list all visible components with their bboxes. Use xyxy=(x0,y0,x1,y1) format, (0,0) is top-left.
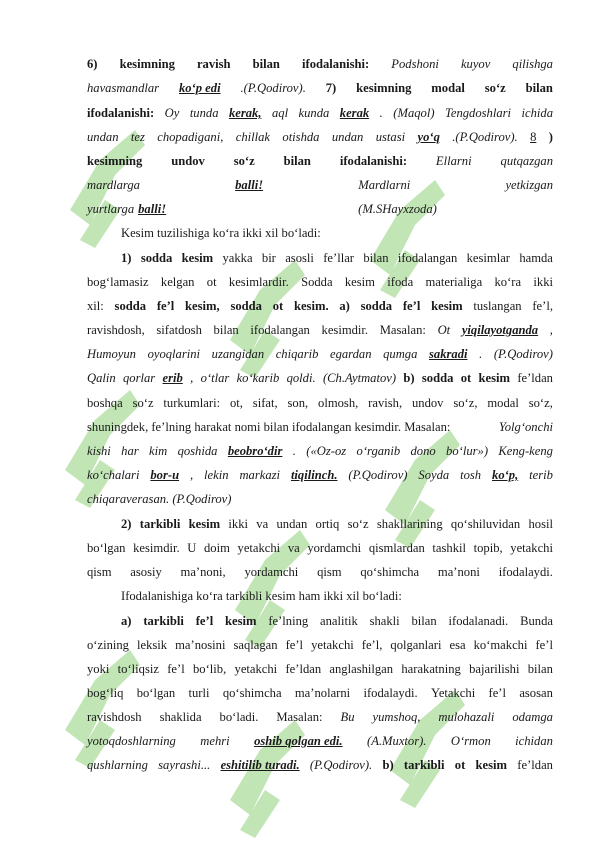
text-segment: tarkibli xyxy=(143,614,184,628)
text-segment: kesimlardir. xyxy=(228,275,289,289)
text-line xyxy=(87,129,553,145)
text-segment: hosil xyxy=(528,517,553,531)
text-segment: qilishga xyxy=(512,57,553,71)
text-segment: mardlarga xyxy=(87,178,140,192)
text-segment: . xyxy=(379,106,383,120)
text-segment: so‘z xyxy=(484,81,506,95)
text-segment: qumga xyxy=(383,347,418,361)
text-segment: o‘zining xyxy=(87,638,129,652)
text-segment: kunda xyxy=(298,106,330,120)
text-segment: yiqilayotganda xyxy=(461,323,539,337)
text-segment: undov xyxy=(411,396,444,410)
text-segment: (P.Qodirov) xyxy=(348,468,408,482)
text-line xyxy=(87,370,553,386)
text-segment: undan xyxy=(87,130,119,144)
text-segment: ifodalanadi. xyxy=(448,614,509,628)
text-line xyxy=(87,540,553,556)
text-segment: ko‘karib xyxy=(236,371,280,385)
text-line xyxy=(87,419,553,435)
text-segment: to‘liqsiz xyxy=(117,662,159,676)
text-segment: ifodalaydi. xyxy=(498,565,553,579)
text-segment: har xyxy=(121,444,139,458)
text-segment: bo‘lgan xyxy=(87,541,126,555)
text-segment: , xyxy=(549,323,553,337)
text-segment: qoldi. xyxy=(286,371,316,385)
text-line xyxy=(87,661,553,677)
text-segment: fe’l, xyxy=(532,299,553,313)
text-segment: shakli xyxy=(369,614,400,628)
text-segment: fe’ldan xyxy=(517,758,553,772)
text-segment: . xyxy=(292,444,296,458)
text-segment: sodda xyxy=(360,299,393,313)
text-segment: ko‘makchi xyxy=(473,638,528,652)
text-segment: yotoqdoshlarning xyxy=(87,734,176,748)
text-segment: balli! xyxy=(138,202,167,216)
text-segment: ifodalaydi. xyxy=(363,686,418,700)
text-segment: 6) xyxy=(87,57,98,71)
text-segment: ot, xyxy=(229,396,243,410)
text-segment: ko‘p edi xyxy=(178,81,221,95)
text-segment: Mardlarni xyxy=(358,178,411,192)
text-line xyxy=(87,564,553,580)
text-segment: kesim xyxy=(225,614,257,628)
text-segment: kuyov xyxy=(460,57,491,71)
text-segment: asosli xyxy=(285,251,314,265)
text-segment: sodda xyxy=(140,251,173,265)
text-segment: havasmandlar xyxy=(87,81,160,95)
text-segment: kesim, xyxy=(185,299,220,313)
text-segment: markazi xyxy=(239,468,281,482)
text-segment: U xyxy=(187,541,197,555)
text-segment: fe’ldan xyxy=(517,371,553,385)
text-segment: ravish, xyxy=(368,396,403,410)
text-segment: esa xyxy=(449,638,466,652)
text-segment: fe’l xyxy=(195,614,214,628)
text-segment: so‘z, xyxy=(453,396,478,410)
text-segment: ma’nosini xyxy=(175,638,226,652)
text-segment: xil: xyxy=(87,299,104,313)
text-segment: undan xyxy=(331,130,364,144)
text-segment: tashkil xyxy=(432,541,466,555)
text-segment: undov xyxy=(171,154,205,168)
text-segment: bilan xyxy=(411,614,437,628)
text-segment: kesim xyxy=(431,299,463,313)
text-line xyxy=(87,201,553,217)
text-line xyxy=(87,80,553,96)
text-segment: ma’noni, xyxy=(180,565,226,579)
text-segment: bilan xyxy=(252,57,280,71)
text-segment: ravish xyxy=(196,57,231,71)
text-segment: turkumlari: xyxy=(163,396,221,410)
text-segment: fe’l xyxy=(167,662,185,676)
text-segment: qism xyxy=(317,565,342,579)
text-segment: ifodalanishi: xyxy=(87,106,155,120)
text-segment: kesim. xyxy=(293,299,329,313)
text-segment: 2) xyxy=(121,517,132,531)
text-segment: fe’l xyxy=(488,686,506,700)
text-segment: b) xyxy=(403,371,415,385)
text-segment: kim xyxy=(149,444,168,458)
text-segment: so‘z xyxy=(233,154,255,168)
text-segment: bo‘lib, xyxy=(193,662,227,676)
text-segment: yetakchi xyxy=(311,638,354,652)
text-segment: bo‘lur») xyxy=(446,444,489,458)
text-segment: bog‘lamasiz xyxy=(87,275,149,289)
text-segment: ifodalangan xyxy=(250,323,310,337)
text-segment: aql xyxy=(271,106,289,120)
text-segment: ot xyxy=(272,299,284,313)
text-segment: .(P.Qodirov). xyxy=(240,81,306,95)
text-line xyxy=(87,346,553,362)
text-segment: Kesim tuzilishiga ko‘ra ikki xil bo‘ladi: xyxy=(121,226,321,240)
text-segment: fe’ldan xyxy=(285,662,322,676)
text-segment: va xyxy=(256,517,269,531)
text-segment: bo‘ladi. xyxy=(219,710,259,724)
text-segment: balli! xyxy=(235,178,264,192)
text-segment: bilan xyxy=(213,323,239,337)
text-segment: Qalin xyxy=(87,371,116,385)
text-segment: kerak, xyxy=(228,106,262,120)
text-segment: dono xyxy=(410,444,436,458)
text-segment: qutqazgan xyxy=(500,154,553,168)
text-segment: qo‘shimcha xyxy=(222,686,282,700)
text-segment: Humoyun xyxy=(87,347,136,361)
text-segment: a) xyxy=(121,614,132,628)
text-line xyxy=(87,757,553,773)
text-segment: ma’nolarni xyxy=(294,686,351,700)
text-segment: kesimlar xyxy=(466,251,510,265)
text-segment: ma’noni xyxy=(437,565,480,579)
text-segment: fe’lning xyxy=(268,614,309,628)
text-segment: modal xyxy=(487,396,519,410)
text-segment: topib, xyxy=(473,541,503,555)
text-segment: ortiq xyxy=(315,517,340,531)
text-segment: a) xyxy=(339,299,350,313)
text-segment: bir xyxy=(261,251,276,265)
text-segment: bilan xyxy=(527,662,553,676)
text-segment: qo‘shiluvidan xyxy=(450,517,521,531)
text-segment: ot xyxy=(206,275,217,289)
text-segment: Yetakchi xyxy=(431,686,476,700)
text-segment: kesim xyxy=(188,517,221,531)
text-segment: otishda xyxy=(282,130,320,144)
text-segment: kesimdir. xyxy=(133,541,180,555)
text-segment: (A.Muxtor). xyxy=(367,734,427,748)
text-segment: ifodalangan xyxy=(397,251,458,265)
text-segment: uzangidan xyxy=(211,347,265,361)
text-segment: qo‘shimcha xyxy=(360,565,420,579)
text-segment: qism xyxy=(87,565,112,579)
text-segment: kesimdir. xyxy=(321,323,369,337)
text-segment: analitik xyxy=(320,614,358,628)
text-segment: turli xyxy=(188,686,210,700)
text-segment: tarkibli xyxy=(139,517,181,531)
text-segment: so‘z xyxy=(347,517,369,531)
text-segment: sayrashi... xyxy=(158,758,211,772)
text-segment: bog‘liq xyxy=(87,686,124,700)
text-segment: asosan xyxy=(519,686,553,700)
text-segment: Oy xyxy=(164,106,180,120)
text-segment: ot xyxy=(460,371,472,385)
text-line xyxy=(87,177,553,193)
text-segment: fe’l xyxy=(285,638,304,652)
text-segment: yetkizgan xyxy=(505,178,553,192)
text-line xyxy=(87,105,553,121)
text-segment: sakradi xyxy=(429,347,468,361)
text-segment: sifatdosh xyxy=(156,323,202,337)
text-segment: Ellarni xyxy=(435,154,472,168)
text-segment: beobro‘dir xyxy=(227,444,283,458)
text-segment: mulohazali xyxy=(438,710,495,724)
text-segment: boshqa xyxy=(87,396,123,410)
text-segment: Masalan: xyxy=(379,323,426,337)
text-segment: shaklida xyxy=(159,710,202,724)
text-segment: .(P.Qodirov). xyxy=(452,130,518,144)
text-segment: Podshoni xyxy=(391,57,439,71)
text-segment: qolganlari xyxy=(390,638,442,652)
text-segment: Bunda xyxy=(520,614,553,628)
text-segment: kesim xyxy=(181,251,214,265)
text-segment: tarkibli xyxy=(403,758,445,772)
text-segment: hamda xyxy=(519,251,553,265)
text-segment: ifodalanishi: xyxy=(339,154,408,168)
text-line xyxy=(121,613,553,629)
text-segment: (P.Qodirov) xyxy=(493,347,553,361)
text-segment: ichida xyxy=(521,106,553,120)
text-segment: yurtlarga xyxy=(87,202,135,216)
text-segment: ot xyxy=(454,758,466,772)
text-segment: qushlarning xyxy=(87,758,148,772)
text-segment: son, xyxy=(287,396,309,410)
text-segment: yetakchi xyxy=(510,541,553,555)
text-segment: kerak xyxy=(339,106,370,120)
text-segment: kesim xyxy=(478,371,510,385)
text-segment: ifoda xyxy=(387,275,414,289)
text-segment: Masalan: xyxy=(276,710,323,724)
text-segment: ustasi xyxy=(375,130,406,144)
text-segment: Tengdoshlari xyxy=(445,106,512,120)
text-segment: yordamchi xyxy=(244,565,299,579)
text-line xyxy=(87,685,553,701)
text-segment: ichidan xyxy=(515,734,553,748)
text-segment: shuningdek, fe’lning harakat nomi bilan ifodalangan kesimdir. Masalan: xyxy=(87,420,451,434)
text-segment: va xyxy=(287,541,300,555)
text-line xyxy=(87,274,553,290)
text-segment: 1) xyxy=(121,251,132,265)
text-segment: (P.Qodirov). xyxy=(309,758,373,772)
text-line xyxy=(121,516,553,532)
text-segment: kesim xyxy=(344,275,375,289)
text-segment: ifodalanishi: xyxy=(302,57,370,71)
text-segment: fe’l xyxy=(402,299,421,313)
text-line xyxy=(87,153,553,169)
text-segment: modal xyxy=(431,81,465,95)
text-segment: tuslangan xyxy=(473,299,522,313)
text-segment: ko‘chalari xyxy=(87,468,140,482)
text-segment: erib xyxy=(162,371,183,385)
text-segment: Keng-keng xyxy=(498,444,553,458)
text-segment: Soyda xyxy=(418,468,450,482)
text-segment: bilan xyxy=(283,154,311,168)
text-segment: lekin xyxy=(204,468,229,482)
text-segment: sodda xyxy=(230,299,262,313)
text-segment: egardan xyxy=(330,347,372,361)
text-segment: Bu xyxy=(340,710,355,724)
text-segment: ravishdosh xyxy=(87,710,142,724)
text-segment: yetakchi xyxy=(234,662,278,676)
text-segment: qorlar xyxy=(123,371,156,385)
text-segment: fe’l xyxy=(535,638,553,652)
text-segment: chiqarib xyxy=(275,347,319,361)
text-segment: ikki xyxy=(228,517,249,531)
text-segment: ko‘p, xyxy=(492,468,519,482)
text-segment: chillak xyxy=(235,130,271,144)
text-segment: chiqaraverasan. (P.Qodirov) xyxy=(87,492,232,506)
text-segment: O‘rmon xyxy=(450,734,491,748)
text-segment: odamga xyxy=(512,710,553,724)
text-segment: terib xyxy=(529,468,553,482)
text-segment: (Maqol) xyxy=(393,106,435,120)
text-segment: qismlardan xyxy=(368,541,425,555)
text-segment: 7) xyxy=(325,81,337,95)
text-segment: bilan xyxy=(525,81,553,95)
text-line xyxy=(87,322,553,338)
text-segment: , xyxy=(190,371,194,385)
text-segment: fe’llar xyxy=(323,251,354,265)
text-segment: materialiga xyxy=(425,275,483,289)
text-segment: ravishdosh, xyxy=(87,323,145,337)
text-segment: qoshida xyxy=(177,444,218,458)
text-segment: yakka xyxy=(222,251,253,265)
text-segment: o‘rganib xyxy=(356,444,401,458)
text-segment: tez xyxy=(130,130,145,144)
text-segment: yoki xyxy=(87,662,110,676)
text-segment: fe’l xyxy=(156,299,175,313)
text-line xyxy=(87,298,553,314)
text-segment: kesim xyxy=(475,758,508,772)
text-segment: undan xyxy=(276,517,308,531)
text-segment: asosiy xyxy=(130,565,162,579)
text-segment: ) xyxy=(548,130,553,144)
text-segment: chopadigani, xyxy=(157,130,224,144)
text-segment: oshib qolgan edi. xyxy=(254,734,343,748)
text-segment: yumshoq, xyxy=(372,710,421,724)
text-segment: kesimning xyxy=(119,57,175,71)
text-line xyxy=(87,395,553,411)
text-segment: fe’l, xyxy=(361,638,383,652)
text-segment: (M.SHayxzoda) xyxy=(358,202,437,216)
text-segment: bo‘lgan xyxy=(136,686,176,700)
text-line xyxy=(87,637,553,653)
text-line xyxy=(87,491,553,507)
text-line xyxy=(121,588,553,604)
text-segment: sodda xyxy=(421,371,454,385)
text-segment: bilan xyxy=(363,251,389,265)
text-segment: tiqilinch. xyxy=(290,468,338,482)
text-segment: so‘z, xyxy=(528,396,553,410)
text-segment: leksik xyxy=(137,638,168,652)
text-line xyxy=(87,733,553,749)
text-line xyxy=(87,467,553,483)
text-segment: mehri xyxy=(200,734,230,748)
text-line xyxy=(121,225,553,241)
text-line xyxy=(87,56,553,72)
text-segment: eshitilib turadi. xyxy=(220,758,300,772)
text-line xyxy=(87,443,553,459)
text-segment: yordamchi xyxy=(307,541,362,555)
text-segment: Sodda xyxy=(301,275,333,289)
text-segment: ikki xyxy=(533,275,553,289)
text-segment: , xyxy=(189,468,194,482)
text-segment: tunda xyxy=(189,106,219,120)
text-segment: («Oz-oz xyxy=(306,444,347,458)
text-segment: yetakchi xyxy=(237,541,281,555)
text-segment: Ot xyxy=(437,323,451,337)
text-segment: sodda xyxy=(114,299,147,313)
text-segment: (Ch.Aytmatov) xyxy=(322,371,397,385)
text-segment: bor-u xyxy=(150,468,180,482)
text-segment: . xyxy=(479,347,483,361)
text-segment: sifat, xyxy=(252,396,278,410)
text-segment: harakatning xyxy=(401,662,461,676)
text-segment: kesimning xyxy=(87,154,143,168)
text-segment: anglashilgan xyxy=(329,662,394,676)
text-segment: kesimning xyxy=(356,81,412,95)
text-segment: so‘z xyxy=(132,396,154,410)
text-segment: doim xyxy=(204,541,230,555)
text-segment: 8 xyxy=(530,130,537,144)
text-segment: Yolg‘onchi xyxy=(498,420,553,434)
text-line xyxy=(121,250,553,266)
text-segment: saqlagan xyxy=(233,638,278,652)
text-segment: bajarilishi xyxy=(469,662,520,676)
text-segment: ko‘ra xyxy=(494,275,522,289)
text-segment: o‘tlar xyxy=(200,371,230,385)
text-segment: Ifodalanishiga ko‘ra tarkibli kesim ham ikki xil bo‘ladi: xyxy=(121,589,402,603)
text-segment: olmosh, xyxy=(318,396,359,410)
text-segment: b) xyxy=(382,758,394,772)
text-segment: yo‘q xyxy=(417,130,440,144)
text-line xyxy=(87,709,553,725)
text-segment: oyoqlarini xyxy=(147,347,201,361)
text-segment: kishi xyxy=(87,444,111,458)
text-segment: shakllarining xyxy=(376,517,443,531)
text-segment: tosh xyxy=(460,468,482,482)
text-segment: kelgan xyxy=(160,275,195,289)
